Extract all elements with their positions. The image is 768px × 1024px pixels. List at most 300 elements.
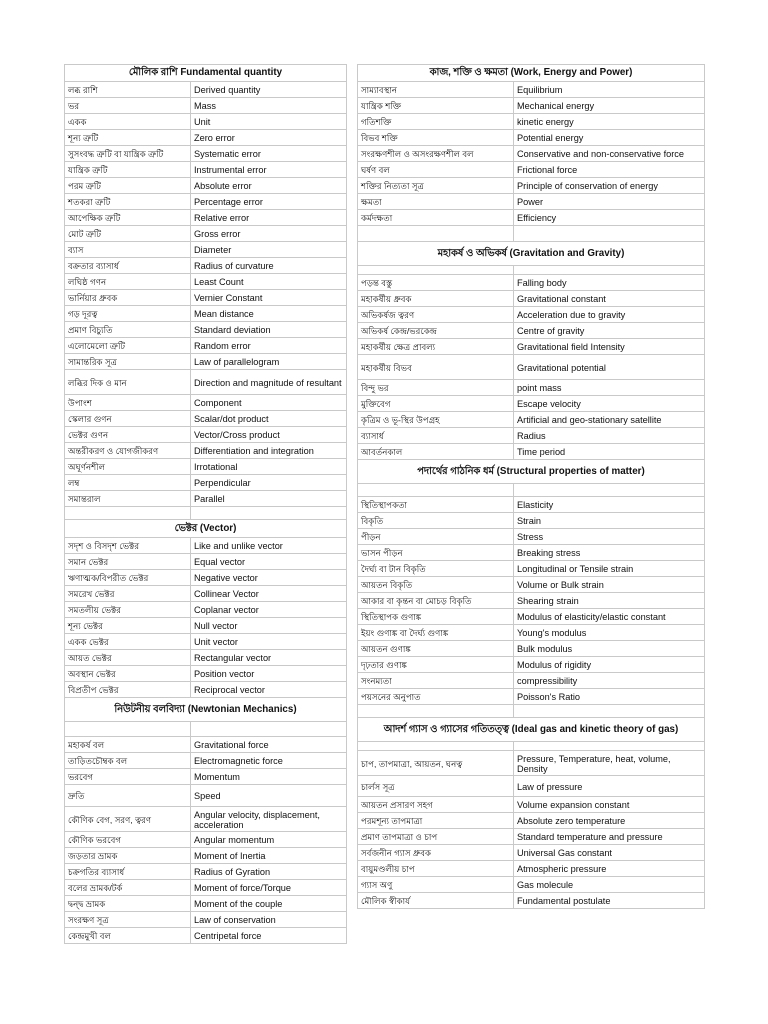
table-row xyxy=(358,829,705,845)
table-row xyxy=(65,832,347,848)
english-term-cell: Frictional force xyxy=(514,162,705,177)
english-term-cell: Centre of gravity xyxy=(514,323,705,338)
bengali-term-cell: ঋণাত্মক/বিপরীত ভেক্টর xyxy=(65,570,191,585)
english-term-cell: Radius of Gyration xyxy=(191,864,347,879)
bengali-term-cell: ভার্নিয়ার ধ্রুবক xyxy=(65,290,191,305)
english-term-cell: Instrumental error xyxy=(191,162,347,177)
english-term-cell: Momentum xyxy=(191,769,347,784)
english-term-cell: Gravitational field Intensity xyxy=(514,339,705,354)
bengali-term-cell: মহাকর্ষ বল xyxy=(65,737,191,752)
bengali-term-cell: সমরেখ ভেক্টর xyxy=(65,586,191,601)
english-term-cell: Mass xyxy=(191,98,347,113)
table-row xyxy=(65,507,347,520)
english-term-cell: Negative vector xyxy=(191,570,347,585)
english-term-cell: point mass xyxy=(514,380,705,395)
section-heading-row xyxy=(358,242,705,266)
bengali-term-cell: সামান্তরিক সূত্র xyxy=(65,354,191,369)
english-term-cell: Law of pressure xyxy=(514,776,705,796)
bengali-term-cell xyxy=(65,722,191,736)
table-row xyxy=(65,769,347,785)
english-term-cell: Unit vector xyxy=(191,634,347,649)
table-row xyxy=(65,586,347,602)
bengali-term-cell: একক xyxy=(65,114,191,129)
english-term-cell: Gravitational constant xyxy=(514,291,705,306)
table-row xyxy=(65,274,347,290)
bengali-term-cell: সমান্তরাল xyxy=(65,491,191,506)
section-heading-row xyxy=(65,65,347,82)
table-row xyxy=(65,322,347,338)
bengali-term-cell: স্কেলার গুণন xyxy=(65,411,191,426)
bengali-term-cell: কৌণিক বেগ, সরণ, ত্বরণ xyxy=(65,807,191,831)
english-term-cell: Gravitational force xyxy=(191,737,347,752)
bengali-term-cell: স্থিতিস্থাপকতা xyxy=(358,497,514,512)
bengali-term-cell xyxy=(358,266,514,274)
table-row xyxy=(65,395,347,411)
english-term-cell: Standard deviation xyxy=(191,322,347,337)
bengali-term-cell: সর্বজনীন গ্যাস ধ্রুবক xyxy=(358,845,514,860)
bengali-term-cell: চক্রগতির ব্যাসার্ধ xyxy=(65,864,191,879)
table-row xyxy=(358,162,705,178)
bengali-term-cell: কৌণিক ভরবেগ xyxy=(65,832,191,847)
table-row xyxy=(65,114,347,130)
english-term-cell: Unit xyxy=(191,114,347,129)
bengali-term-cell: আয়ত ভেক্টর xyxy=(65,650,191,665)
section-heading: মহাকর্ষ ও অভিকর্ষ (Gravitation and Gravity) xyxy=(358,242,705,265)
english-term-cell: Young's modulus xyxy=(514,625,705,640)
english-term-cell: Angular velocity, displacement, acceleration xyxy=(191,807,347,831)
bengali-term-cell: আয়তন প্রসারণ সহগ xyxy=(358,797,514,812)
table-row xyxy=(65,370,347,395)
bengali-term-cell: মৌলিক স্বীকার্য xyxy=(358,893,514,908)
table-row xyxy=(65,162,347,178)
table-row xyxy=(65,290,347,306)
table-row xyxy=(358,845,705,861)
english-term-cell: Perpendicular xyxy=(191,475,347,490)
english-term-cell: Poisson's Ratio xyxy=(514,689,705,704)
table-row xyxy=(358,593,705,609)
table-row xyxy=(358,657,705,673)
bengali-term-cell: কেন্দ্রমুখী বল xyxy=(65,928,191,943)
table-row xyxy=(358,307,705,323)
english-term-cell: Parallel xyxy=(191,491,347,506)
table-row xyxy=(65,194,347,210)
english-term-cell: Pressure, Temperature, heat, volume, Density xyxy=(514,751,705,775)
table-row xyxy=(65,650,347,666)
table-row xyxy=(65,880,347,896)
table-row xyxy=(65,130,347,146)
english-term-cell: Universal Gas constant xyxy=(514,845,705,860)
table-row xyxy=(65,427,347,443)
bengali-term-cell: সমতলীয় ভেক্টর xyxy=(65,602,191,617)
bengali-term-cell: বলের ভ্রামক/টর্ক xyxy=(65,880,191,895)
english-term-cell: Position vector xyxy=(191,666,347,681)
bengali-term-cell: সমান ভেক্টর xyxy=(65,554,191,569)
bengali-term-cell: প্রমাণ তাপমাত্রা ও চাপ xyxy=(358,829,514,844)
table-row xyxy=(358,194,705,210)
bengali-term-cell: লম্ব xyxy=(65,475,191,490)
english-term-cell: Conservative and non-conservative force xyxy=(514,146,705,161)
table-row xyxy=(358,689,705,705)
table-row xyxy=(65,146,347,162)
table-row xyxy=(358,114,705,130)
bengali-term-cell: এলোমেলো ত্রুটি xyxy=(65,338,191,353)
english-term-cell: Absolute zero temperature xyxy=(514,813,705,828)
bengali-term-cell: সংরক্ষণশীল ও অসংরক্ষণশীল বল xyxy=(358,146,514,161)
table-row xyxy=(358,641,705,657)
table-row xyxy=(65,491,347,507)
english-term-cell: Atmospheric pressure xyxy=(514,861,705,876)
english-term-cell xyxy=(514,266,705,274)
table-row xyxy=(65,618,347,634)
table-row xyxy=(65,306,347,322)
table-row xyxy=(358,266,705,275)
table-row xyxy=(358,742,705,751)
bengali-term-cell: অভিকর্ষজ ত্বরণ xyxy=(358,307,514,322)
english-term-cell xyxy=(514,484,705,496)
table-row xyxy=(358,513,705,529)
bengali-term-cell: মহাকর্ষীয় ধ্রুবক xyxy=(358,291,514,306)
bengali-term-cell xyxy=(358,226,514,241)
english-term-cell: Angular momentum xyxy=(191,832,347,847)
bengali-term-cell: পরমশূন্য তাপমাত্রা xyxy=(358,813,514,828)
bengali-term-cell: কর্মদক্ষতা xyxy=(358,210,514,225)
bengali-term-cell: ব্যাস xyxy=(65,242,191,257)
english-term-cell: Time period xyxy=(514,444,705,459)
bengali-term-cell: তাড়িতচৌম্বক বল xyxy=(65,753,191,768)
english-term-cell: Moment of Inertia xyxy=(191,848,347,863)
english-term-cell: Modulus of elasticity/elastic constant xyxy=(514,609,705,624)
english-term-cell: Radius of curvature xyxy=(191,258,347,273)
bengali-term-cell: চাপ, তাপমাত্রা, আয়তন, ঘনত্ব xyxy=(358,751,514,775)
bengali-term-cell: লব্ধ রাশি xyxy=(65,82,191,97)
section-heading-row xyxy=(358,718,705,742)
table-row xyxy=(358,323,705,339)
table-row xyxy=(358,226,705,242)
english-term-cell xyxy=(191,722,347,736)
table-row xyxy=(65,82,347,98)
english-term-cell: Like and unlike vector xyxy=(191,538,347,553)
english-term-cell: Differentiation and integration xyxy=(191,443,347,458)
bengali-term-cell: মহাকর্ষীয় ক্ষেত্র প্রাবল্য xyxy=(358,339,514,354)
english-term-cell: Standard temperature and pressure xyxy=(514,829,705,844)
english-term-cell: Vernier Constant xyxy=(191,290,347,305)
bengali-term-cell: গতিশক্তি xyxy=(358,114,514,129)
table-row xyxy=(65,411,347,427)
english-term-cell: Moment of force/Torque xyxy=(191,880,347,895)
english-term-cell: Equilibrium xyxy=(514,82,705,97)
table-row xyxy=(358,529,705,545)
bengali-term-cell: প্রমাণ বিচ্যুতি xyxy=(65,322,191,337)
english-term-cell: Rectangular vector xyxy=(191,650,347,665)
english-term-cell: Moment of the couple xyxy=(191,896,347,911)
bengali-term-cell: লঘিষ্ঠ গণন xyxy=(65,274,191,289)
section-heading: নিউটনীয় বলবিদ্যা (Newtonian Mechanics) xyxy=(65,698,347,721)
bengali-term-cell: লব্ধির দিক ও মান xyxy=(65,370,191,394)
bengali-term-cell: পয়সনের অনুপাত xyxy=(358,689,514,704)
english-term-cell: Equal vector xyxy=(191,554,347,569)
bengali-term-cell xyxy=(358,705,514,717)
table-row xyxy=(358,893,705,909)
bengali-term-cell: উপাংশ xyxy=(65,395,191,410)
left-glossary-table xyxy=(64,64,347,944)
table-row xyxy=(358,625,705,641)
bengali-term-cell: সংরক্ষণ সূত্র xyxy=(65,912,191,927)
table-row xyxy=(65,864,347,880)
table-row xyxy=(358,428,705,444)
table-row xyxy=(358,444,705,460)
english-term-cell: Systematic error xyxy=(191,146,347,161)
bengali-term-cell xyxy=(358,484,514,496)
english-term-cell: Volume expansion constant xyxy=(514,797,705,812)
english-term-cell: Relative error xyxy=(191,210,347,225)
bengali-term-cell: শতকরা ত্রুটি xyxy=(65,194,191,209)
english-term-cell: Diameter xyxy=(191,242,347,257)
bengali-term-cell: আবর্তনকাল xyxy=(358,444,514,459)
table-row xyxy=(358,130,705,146)
english-term-cell: Gravitational potential xyxy=(514,355,705,379)
english-term-cell: Law of conservation xyxy=(191,912,347,927)
bengali-term-cell: বায়ুমণ্ডলীয় চাপ xyxy=(358,861,514,876)
english-term-cell: Law of parallelogram xyxy=(191,354,347,369)
english-term-cell: Irrotational xyxy=(191,459,347,474)
english-term-cell: Scalar/dot product xyxy=(191,411,347,426)
table-row xyxy=(65,443,347,459)
english-term-cell: Electromagnetic force xyxy=(191,753,347,768)
bengali-term-cell: আয়তন গুণাঙ্ক xyxy=(358,641,514,656)
english-term-cell: Efficiency xyxy=(514,210,705,225)
table-row xyxy=(358,705,705,718)
table-row xyxy=(358,98,705,114)
bengali-term-cell: পীড়ন xyxy=(358,529,514,544)
english-term-cell: Centripetal force xyxy=(191,928,347,943)
bengali-term-cell: শক্তির নিত্যতা সূত্র xyxy=(358,178,514,193)
table-row xyxy=(65,666,347,682)
table-row xyxy=(358,275,705,291)
section-heading: ভেক্টর (Vector) xyxy=(65,520,347,537)
table-row xyxy=(358,751,705,776)
english-term-cell: Reciprocal vector xyxy=(191,682,347,697)
english-term-cell: compressibility xyxy=(514,673,705,688)
english-term-cell: Shearing strain xyxy=(514,593,705,608)
bengali-term-cell: সুসংবদ্ধ ত্রুটি বা যান্ত্রিক ত্রুটি xyxy=(65,146,191,161)
bengali-term-cell: ব্যাসার্ধ xyxy=(358,428,514,443)
bengali-term-cell: গ্যাস অণু xyxy=(358,877,514,892)
bengali-term-cell: কৃত্রিম ও ভূ-স্থির উপগ্রহ xyxy=(358,412,514,427)
english-term-cell xyxy=(191,507,347,519)
table-row xyxy=(65,634,347,650)
section-heading: কাজ, শক্তি ও ক্ষমতা (Work, Energy and Power) xyxy=(358,65,705,81)
english-term-cell: Collinear Vector xyxy=(191,586,347,601)
bengali-term-cell: ক্ষমতা xyxy=(358,194,514,209)
bengali-term-cell: ভরবেগ xyxy=(65,769,191,784)
bengali-term-cell: সংনম্যতা xyxy=(358,673,514,688)
english-term-cell: Strain xyxy=(514,513,705,528)
table-row xyxy=(65,210,347,226)
table-row xyxy=(358,484,705,497)
english-term-cell: Stress xyxy=(514,529,705,544)
english-term-cell: Least Count xyxy=(191,274,347,289)
bengali-term-cell: ভেক্টর গুণন xyxy=(65,427,191,442)
english-term-cell: kinetic energy xyxy=(514,114,705,129)
bengali-term-cell: একক ভেক্টর xyxy=(65,634,191,649)
english-term-cell: Mean distance xyxy=(191,306,347,321)
bengali-term-cell: ইয়ং গুণাঙ্ক বা দৈর্ঘ্য গুণাঙ্ক xyxy=(358,625,514,640)
bengali-term-cell xyxy=(65,507,191,519)
table-row xyxy=(358,609,705,625)
right-glossary-table xyxy=(357,64,705,909)
english-term-cell: Longitudinal or Tensile strain xyxy=(514,561,705,576)
bengali-term-cell: বিভব শক্তি xyxy=(358,130,514,145)
bengali-term-cell: গড় দূরত্ব xyxy=(65,306,191,321)
table-row xyxy=(358,339,705,355)
bengali-term-cell: স্থিতিস্থাপক গুণাঙ্ক xyxy=(358,609,514,624)
table-row xyxy=(358,178,705,194)
bengali-term-cell: দৈর্ঘ্য বা টান বিকৃতি xyxy=(358,561,514,576)
bengali-term-cell: বিপ্রতীপ ভেক্টর xyxy=(65,682,191,697)
table-row xyxy=(358,673,705,689)
bengali-term-cell: বিকৃতি xyxy=(358,513,514,528)
table-row xyxy=(358,545,705,561)
table-row xyxy=(358,797,705,813)
table-row xyxy=(65,475,347,491)
table-row xyxy=(65,737,347,753)
english-term-cell: Escape velocity xyxy=(514,396,705,411)
bengali-term-cell: আয়তন বিকৃতি xyxy=(358,577,514,592)
section-heading-row xyxy=(358,460,705,484)
bengali-term-cell: অবস্থান ভেক্টর xyxy=(65,666,191,681)
english-term-cell: Gross error xyxy=(191,226,347,241)
table-row xyxy=(358,497,705,513)
table-row xyxy=(65,570,347,586)
bengali-term-cell: মুক্তিবেগ xyxy=(358,396,514,411)
english-term-cell: Derived quantity xyxy=(191,82,347,97)
english-term-cell: Absolute error xyxy=(191,178,347,193)
table-row xyxy=(358,396,705,412)
table-row xyxy=(65,354,347,370)
table-row xyxy=(358,561,705,577)
table-row xyxy=(65,682,347,698)
english-term-cell xyxy=(514,705,705,717)
section-heading: মৌলিক রাশি Fundamental quantity xyxy=(65,65,347,81)
section-heading-row xyxy=(65,698,347,722)
table-row xyxy=(65,459,347,475)
bengali-term-cell: সদৃশ ও বিসদৃশ ভেক্টর xyxy=(65,538,191,553)
bengali-term-cell: ঘর্ষণ বল xyxy=(358,162,514,177)
table-row xyxy=(65,178,347,194)
table-row xyxy=(358,577,705,593)
table-row xyxy=(65,753,347,769)
section-heading: পদার্থের গাঠনিক ধর্ম (Structural properties of matter) xyxy=(358,460,705,483)
table-row xyxy=(358,776,705,797)
english-term-cell: Potential energy xyxy=(514,130,705,145)
section-heading-row xyxy=(358,65,705,82)
table-row xyxy=(65,538,347,554)
bengali-term-cell: দ্রুতি xyxy=(65,785,191,806)
bengali-term-cell: বক্রতার ব্যাসার্ধ xyxy=(65,258,191,273)
table-row xyxy=(65,98,347,114)
table-row xyxy=(65,912,347,928)
english-term-cell: Acceleration due to gravity xyxy=(514,307,705,322)
bengali-term-cell xyxy=(358,742,514,750)
bengali-term-cell: আকার বা কৃন্তন বা মোচড় বিকৃতি xyxy=(358,593,514,608)
bengali-term-cell: শূন্য ত্রুটি xyxy=(65,130,191,145)
bengali-term-cell: দ্বন্দ্ব ভ্রামক xyxy=(65,896,191,911)
table-row xyxy=(65,785,347,807)
bengali-term-cell: জড়তার ভ্রামক xyxy=(65,848,191,863)
bengali-term-cell: ভাসন পীড়ন xyxy=(358,545,514,560)
english-term-cell: Random error xyxy=(191,338,347,353)
table-row xyxy=(65,807,347,832)
table-row xyxy=(358,210,705,226)
bengali-term-cell: দৃঢ়তার গুণাঙ্ক xyxy=(358,657,514,672)
english-term-cell xyxy=(514,226,705,241)
bengali-term-cell: সাম্যাবস্থান xyxy=(358,82,514,97)
english-term-cell xyxy=(514,742,705,750)
bengali-term-cell: মহাকর্ষীয় বিভব xyxy=(358,355,514,379)
table-row xyxy=(358,813,705,829)
english-term-cell: Radius xyxy=(514,428,705,443)
table-row xyxy=(358,355,705,380)
table-row xyxy=(65,338,347,354)
table-row xyxy=(65,848,347,864)
table-row xyxy=(65,554,347,570)
bengali-term-cell: যান্ত্রিক শক্তি xyxy=(358,98,514,113)
english-term-cell: Modulus of rigidity xyxy=(514,657,705,672)
english-term-cell: Null vector xyxy=(191,618,347,633)
table-row xyxy=(358,82,705,98)
table-row xyxy=(65,896,347,912)
table-row xyxy=(65,722,347,737)
table-row xyxy=(358,877,705,893)
section-heading: আদর্শ গ্যাস ও গ্যাসের গতিতত্ত্ব (Ideal gas and kinetic theory of gas) xyxy=(358,718,705,741)
bengali-term-cell: অভিকর্ষ কেন্দ্র/ভরকেন্দ্র xyxy=(358,323,514,338)
table-row xyxy=(358,146,705,162)
english-term-cell: Speed xyxy=(191,785,347,806)
english-term-cell: Elasticity xyxy=(514,497,705,512)
table-row xyxy=(65,258,347,274)
english-term-cell: Component xyxy=(191,395,347,410)
english-term-cell: Fundamental postulate xyxy=(514,893,705,908)
table-row xyxy=(65,226,347,242)
english-term-cell: Principle of conservation of energy xyxy=(514,178,705,193)
bengali-term-cell: ভর xyxy=(65,98,191,113)
english-term-cell: Bulk modulus xyxy=(514,641,705,656)
table-row xyxy=(65,928,347,944)
bengali-term-cell: বিন্দু ভর xyxy=(358,380,514,395)
bengali-term-cell: পরম ত্রুটি xyxy=(65,178,191,193)
bengali-term-cell: মোট ত্রুটি xyxy=(65,226,191,241)
bengali-term-cell: পড়ন্ত বস্তু xyxy=(358,275,514,290)
bengali-term-cell: যান্ত্রিক ত্রুটি xyxy=(65,162,191,177)
english-term-cell: Mechanical energy xyxy=(514,98,705,113)
table-row xyxy=(65,242,347,258)
english-term-cell: Power xyxy=(514,194,705,209)
english-term-cell: Gas molecule xyxy=(514,877,705,892)
table-row xyxy=(358,861,705,877)
english-term-cell: Breaking stress xyxy=(514,545,705,560)
table-row xyxy=(358,380,705,396)
bengali-term-cell: অঘূর্ণনশীল xyxy=(65,459,191,474)
bengali-term-cell: অন্তরীকরণ ও যোগজীকরণ xyxy=(65,443,191,458)
bengali-term-cell: শূন্য ভেক্টর xyxy=(65,618,191,633)
bengali-term-cell: আপেক্ষিক ত্রুটি xyxy=(65,210,191,225)
bengali-term-cell: চার্লস সূত্র xyxy=(358,776,514,796)
section-heading-row xyxy=(65,520,347,538)
english-term-cell: Percentage error xyxy=(191,194,347,209)
table-row xyxy=(358,291,705,307)
english-term-cell: Falling body xyxy=(514,275,705,290)
english-term-cell: Coplanar vector xyxy=(191,602,347,617)
